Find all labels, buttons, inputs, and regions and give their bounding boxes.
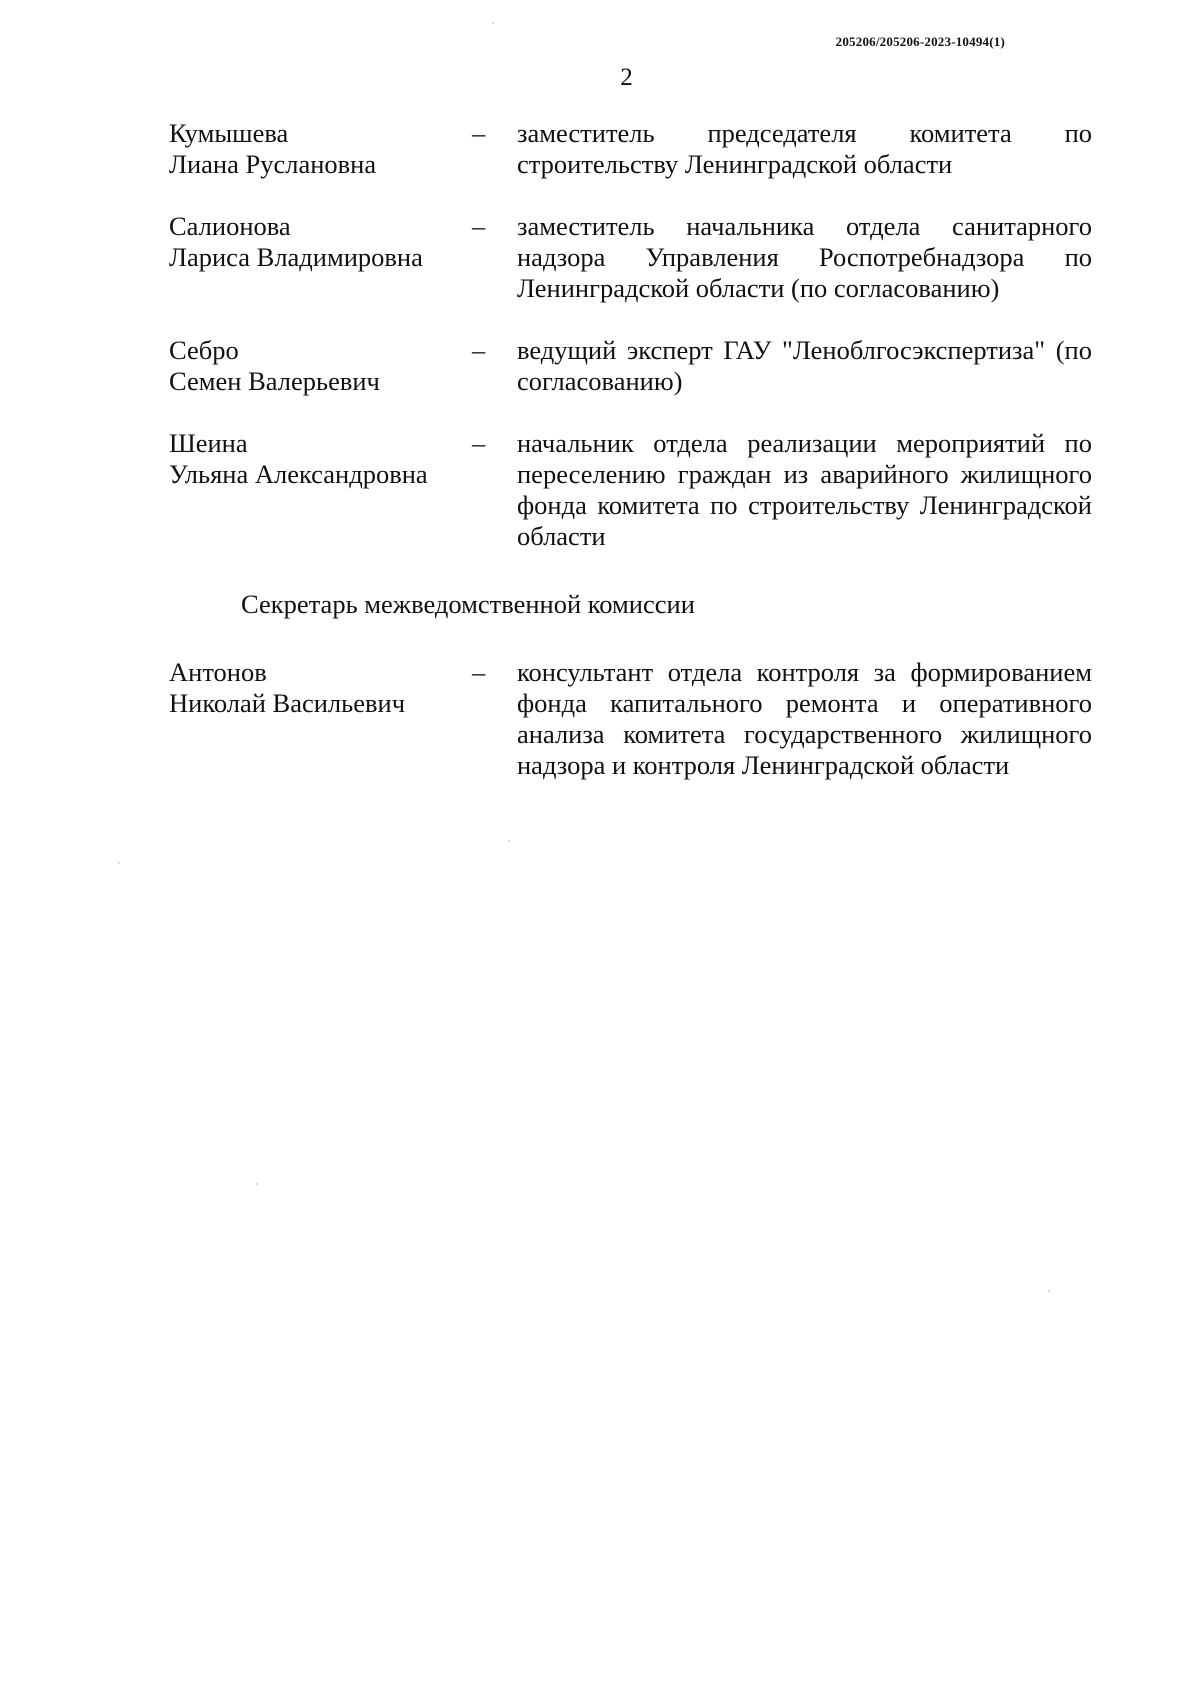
page-number: 2: [620, 64, 633, 91]
document-id: 205206/205206-2023-10494(1): [835, 34, 1005, 49]
secretary-entry: [169, 657, 1096, 781]
member-surname: Салионова: [169, 211, 291, 241]
member-entry: [169, 211, 1096, 304]
dash-separator: –: [472, 118, 486, 148]
member-surname: Шеина: [169, 428, 248, 458]
member-position: ведущий эксперт ГАУ "Леноблгосэкспертиза" (по согласованию): [517, 335, 1092, 396]
member-entry: [169, 335, 1096, 397]
secretary-name: [169, 657, 472, 719]
dash-separator: –: [472, 657, 486, 687]
member-name: [169, 118, 472, 180]
scan-speck: [256, 1183, 258, 1185]
member-position: начальник отдела реализации мероприятий по переселению граждан из аварийного жилищного фонда комитета по строительству Ленинградской области: [517, 428, 1092, 551]
scan-speck: [1048, 1290, 1050, 1292]
member-given-names: Ульяна Александровна: [169, 459, 428, 489]
secretary-surname: Антонов: [169, 657, 267, 687]
member-position: заместитель начальника отдела санитарного надзора Управления Роспотребнадзора по Ленинградской области (по согласованию): [517, 211, 1092, 303]
dash-separator: –: [472, 428, 486, 458]
member-position: заместитель председателя комитета по строительству Ленинградской области: [517, 118, 1092, 179]
secretary-heading: Секретарь межведомственной комиссии: [241, 589, 695, 619]
member-entry: [169, 118, 1096, 180]
commission-member-list: [169, 118, 1096, 781]
member-name: [169, 428, 472, 490]
member-given-names: Лариса Владимировна: [169, 242, 423, 272]
member-name: [169, 211, 472, 273]
scan-speck: [118, 862, 120, 864]
dash-separator: –: [472, 335, 486, 365]
member-entry: [169, 428, 1096, 552]
member-name: [169, 335, 472, 397]
dash-separator: –: [472, 211, 486, 241]
member-surname: Себро: [169, 335, 239, 365]
scan-speck: [508, 840, 510, 842]
secretary-position: консультант отдела контроля за формированием фонда капитального ремонта и оперативного анализа комитета государственного жилищного надзора и контроля Ленинградской области: [517, 657, 1092, 780]
scan-speck: [492, 22, 494, 24]
member-given-names: Семен Валерьевич: [169, 366, 380, 396]
member-given-names: Лиана Руслановна: [169, 149, 377, 179]
member-surname: Кумышева: [169, 118, 289, 148]
secretary-given-names: Николай Васильевич: [169, 688, 406, 718]
